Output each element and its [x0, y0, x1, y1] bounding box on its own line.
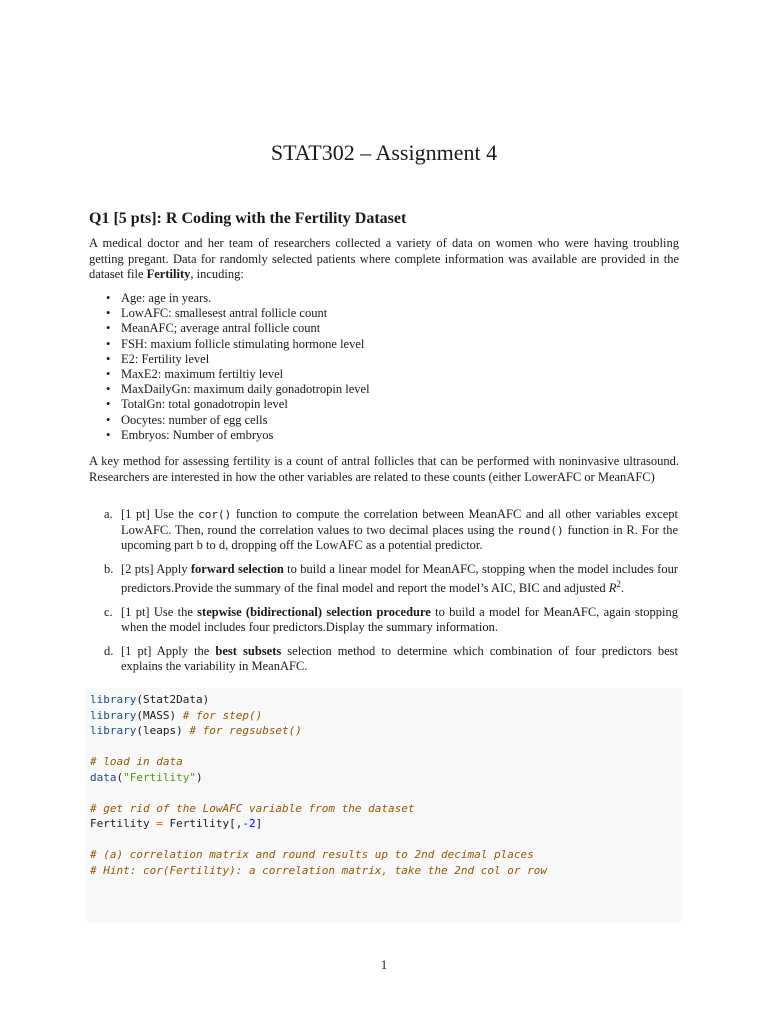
dataset-name: Fertility — [146, 267, 191, 281]
page-title: STAT302 – Assignment 4 — [270, 140, 498, 165]
inline-code: round() — [517, 523, 564, 537]
code-block: library(Stat2Data) library(MASS) # for step() library(leaps) # for regsubset() # load in data data("Fertility") # get rid of the LowAFC variable from the dataset Fertility = Fertility[,-2] # (a) correlation matrix and round results up to 2nd decimal places # Hint: cor(Fertility): a correlation matrix, take the 2nd col or row — [86, 688, 682, 922]
list-item: • LowAFC: smallesest antral follicle count — [104, 306, 370, 321]
inline-code: cor() — [198, 508, 232, 521]
list-item: • TotalGn: total gonadotropin level — [104, 397, 370, 412]
list-item: • MaxDailyGn: maximum daily gonadotropin level — [104, 382, 370, 397]
list-item: • E2: Fertility level — [104, 352, 370, 367]
part-a: a. [1 pt] Use the cor() function to compute the correlation between MeanAFC and all other variables except LowAFC. Then, round the correlation values to two decimal places using the round() function in R. For the upcoming part b to d, dropping off the LowAFC as a potential predictor. — [104, 507, 678, 552]
list-item: • Age: age in years. — [104, 291, 370, 306]
list-item: • FSH: maxium follicle stimulating hormone level — [104, 337, 370, 352]
list-item: • Embryos: Number of embryos — [104, 428, 370, 443]
list-item: • Oocytes: number of egg cells — [104, 413, 370, 428]
list-item: • MaxE2: maximum fertiltiy level — [104, 367, 370, 382]
method-paragraph: A key method for assessing fertility is a count of antral follicles that can be performed with noninvasive ultrasound. Researchers are interested in how the other variables are related to these counts (either LowerAFC or MeanAFC) — [89, 454, 679, 484]
page-number: 1 — [380, 958, 388, 972]
part-list — [104, 507, 678, 675]
variable-list — [104, 291, 370, 443]
part-b: b. [2 pts] Apply forward selection to build a linear model for MeanAFC, stopping when the model includes four predictors.Provide the summary of the final model and report the model’s AIC, BIC and adjusted $R^2$. — [104, 561, 678, 596]
part-d: d. [1 pt] Apply the best subsets selection method to determine which combination of four predictors best explains the variability in MeanAFC. — [104, 643, 678, 674]
list-item: • MeanAFC; average antral follicle count — [104, 321, 370, 336]
part-c: c. [1 pt] Use the stepwise (bidirectional) selection procedure to build a model for MeanAFC, again stopping when the model includes four predictors.Display the summary information. — [104, 604, 678, 635]
intro-paragraph: A medical doctor and her team of researchers collected a variety of data on women who were having troubling getting pregant. Data for randomly selected patients where complete information was available are provided in the dataset file Fertility, incuding: — [89, 236, 679, 281]
question-heading: Q1 [5 pts]: R Coding with the Fertility Dataset — [89, 210, 407, 227]
